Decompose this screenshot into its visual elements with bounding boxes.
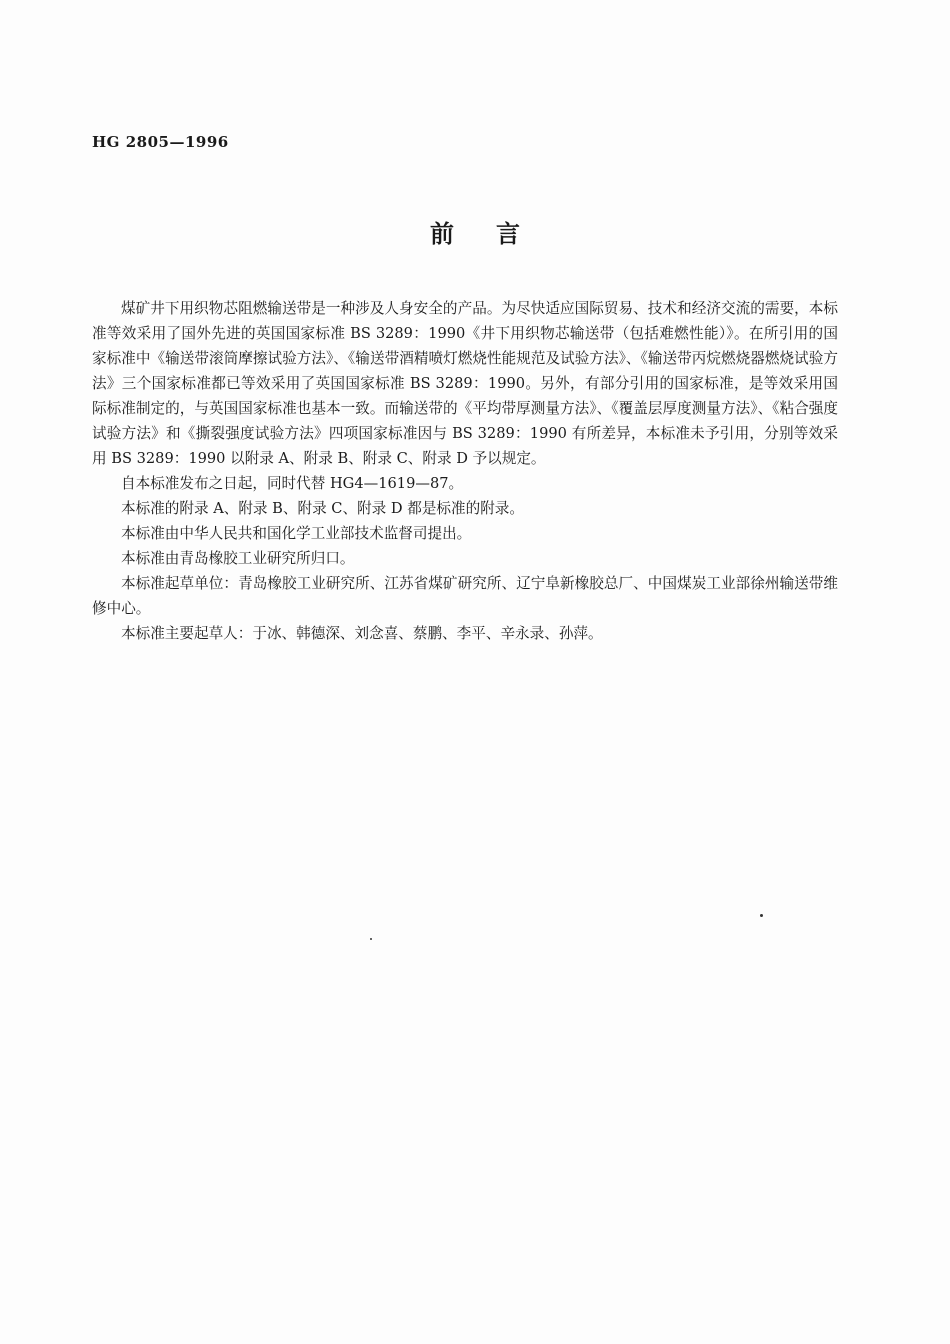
foreword-paragraph-proposer: 本标准由中华人民共和国化学工业部技术监督司提出。 (121, 525, 472, 542)
standard-number: HG 2805—1996 (92, 133, 229, 151)
foreword-paragraph-administrator: 本标准由青岛橡胶工业研究所归口。 (121, 550, 355, 567)
scan-speck (760, 914, 763, 917)
page-title: 前言 (430, 219, 562, 248)
foreword-paragraph-appendices: 本标准的附录 A、附录 B、附录 C、附录 D 都是标准的附录。 (121, 500, 524, 517)
scan-speck (370, 938, 372, 940)
foreword-paragraph-main: 煤矿井下用织物芯阻燃输送带是一种涉及人身安全的产品。为尽快适应国际贸易、技术和经济交流的需要，本标准等效采用了国外先进的英国国家标准 BS 3289：1990《井下用织物芯输送带（包括难燃性能）》。在所引用的国家标准中《输送带滚筒摩擦试验方法》、《输送带酒精喷灯燃烧性能规范及试验方法》、《输送带丙烷燃烧器燃烧试验方法》三个国家标准都已等效采用了英国国家标准 BS 3289：1990。另外，有部分引用的国家标准，是等效采用国际标准制定的，与英国国家标准也基本一致。而输送带的《平均带厚测量方法》、《覆盖层厚度测量方法》、《粘合强度试验方法》和《撕裂强度试验方法》四项国家标准因与 BS 3289：1990 有所差异，本标准未予引用，分别等效采用 BS 3289：1990 以附录 A、附录 B、附录 C、附录 D 予以规定。 (92, 300, 838, 467)
foreword-paragraph-drafters: 本标准主要起草人：于冰、韩德深、刘念喜、蔡鹏、李平、辛永录、孙萍。 (121, 625, 603, 642)
foreword-paragraph-replacement: 自本标准发布之日起，同时代替 HG4—1619—87。 (121, 475, 464, 492)
foreword-body (92, 296, 838, 646)
foreword-paragraph-drafting-units: 本标准起草单位：青岛橡胶工业研究所、江苏省煤矿研究所、辽宁阜新橡胶总厂、中国煤炭工业部徐州输送带维修中心。 (92, 575, 838, 617)
